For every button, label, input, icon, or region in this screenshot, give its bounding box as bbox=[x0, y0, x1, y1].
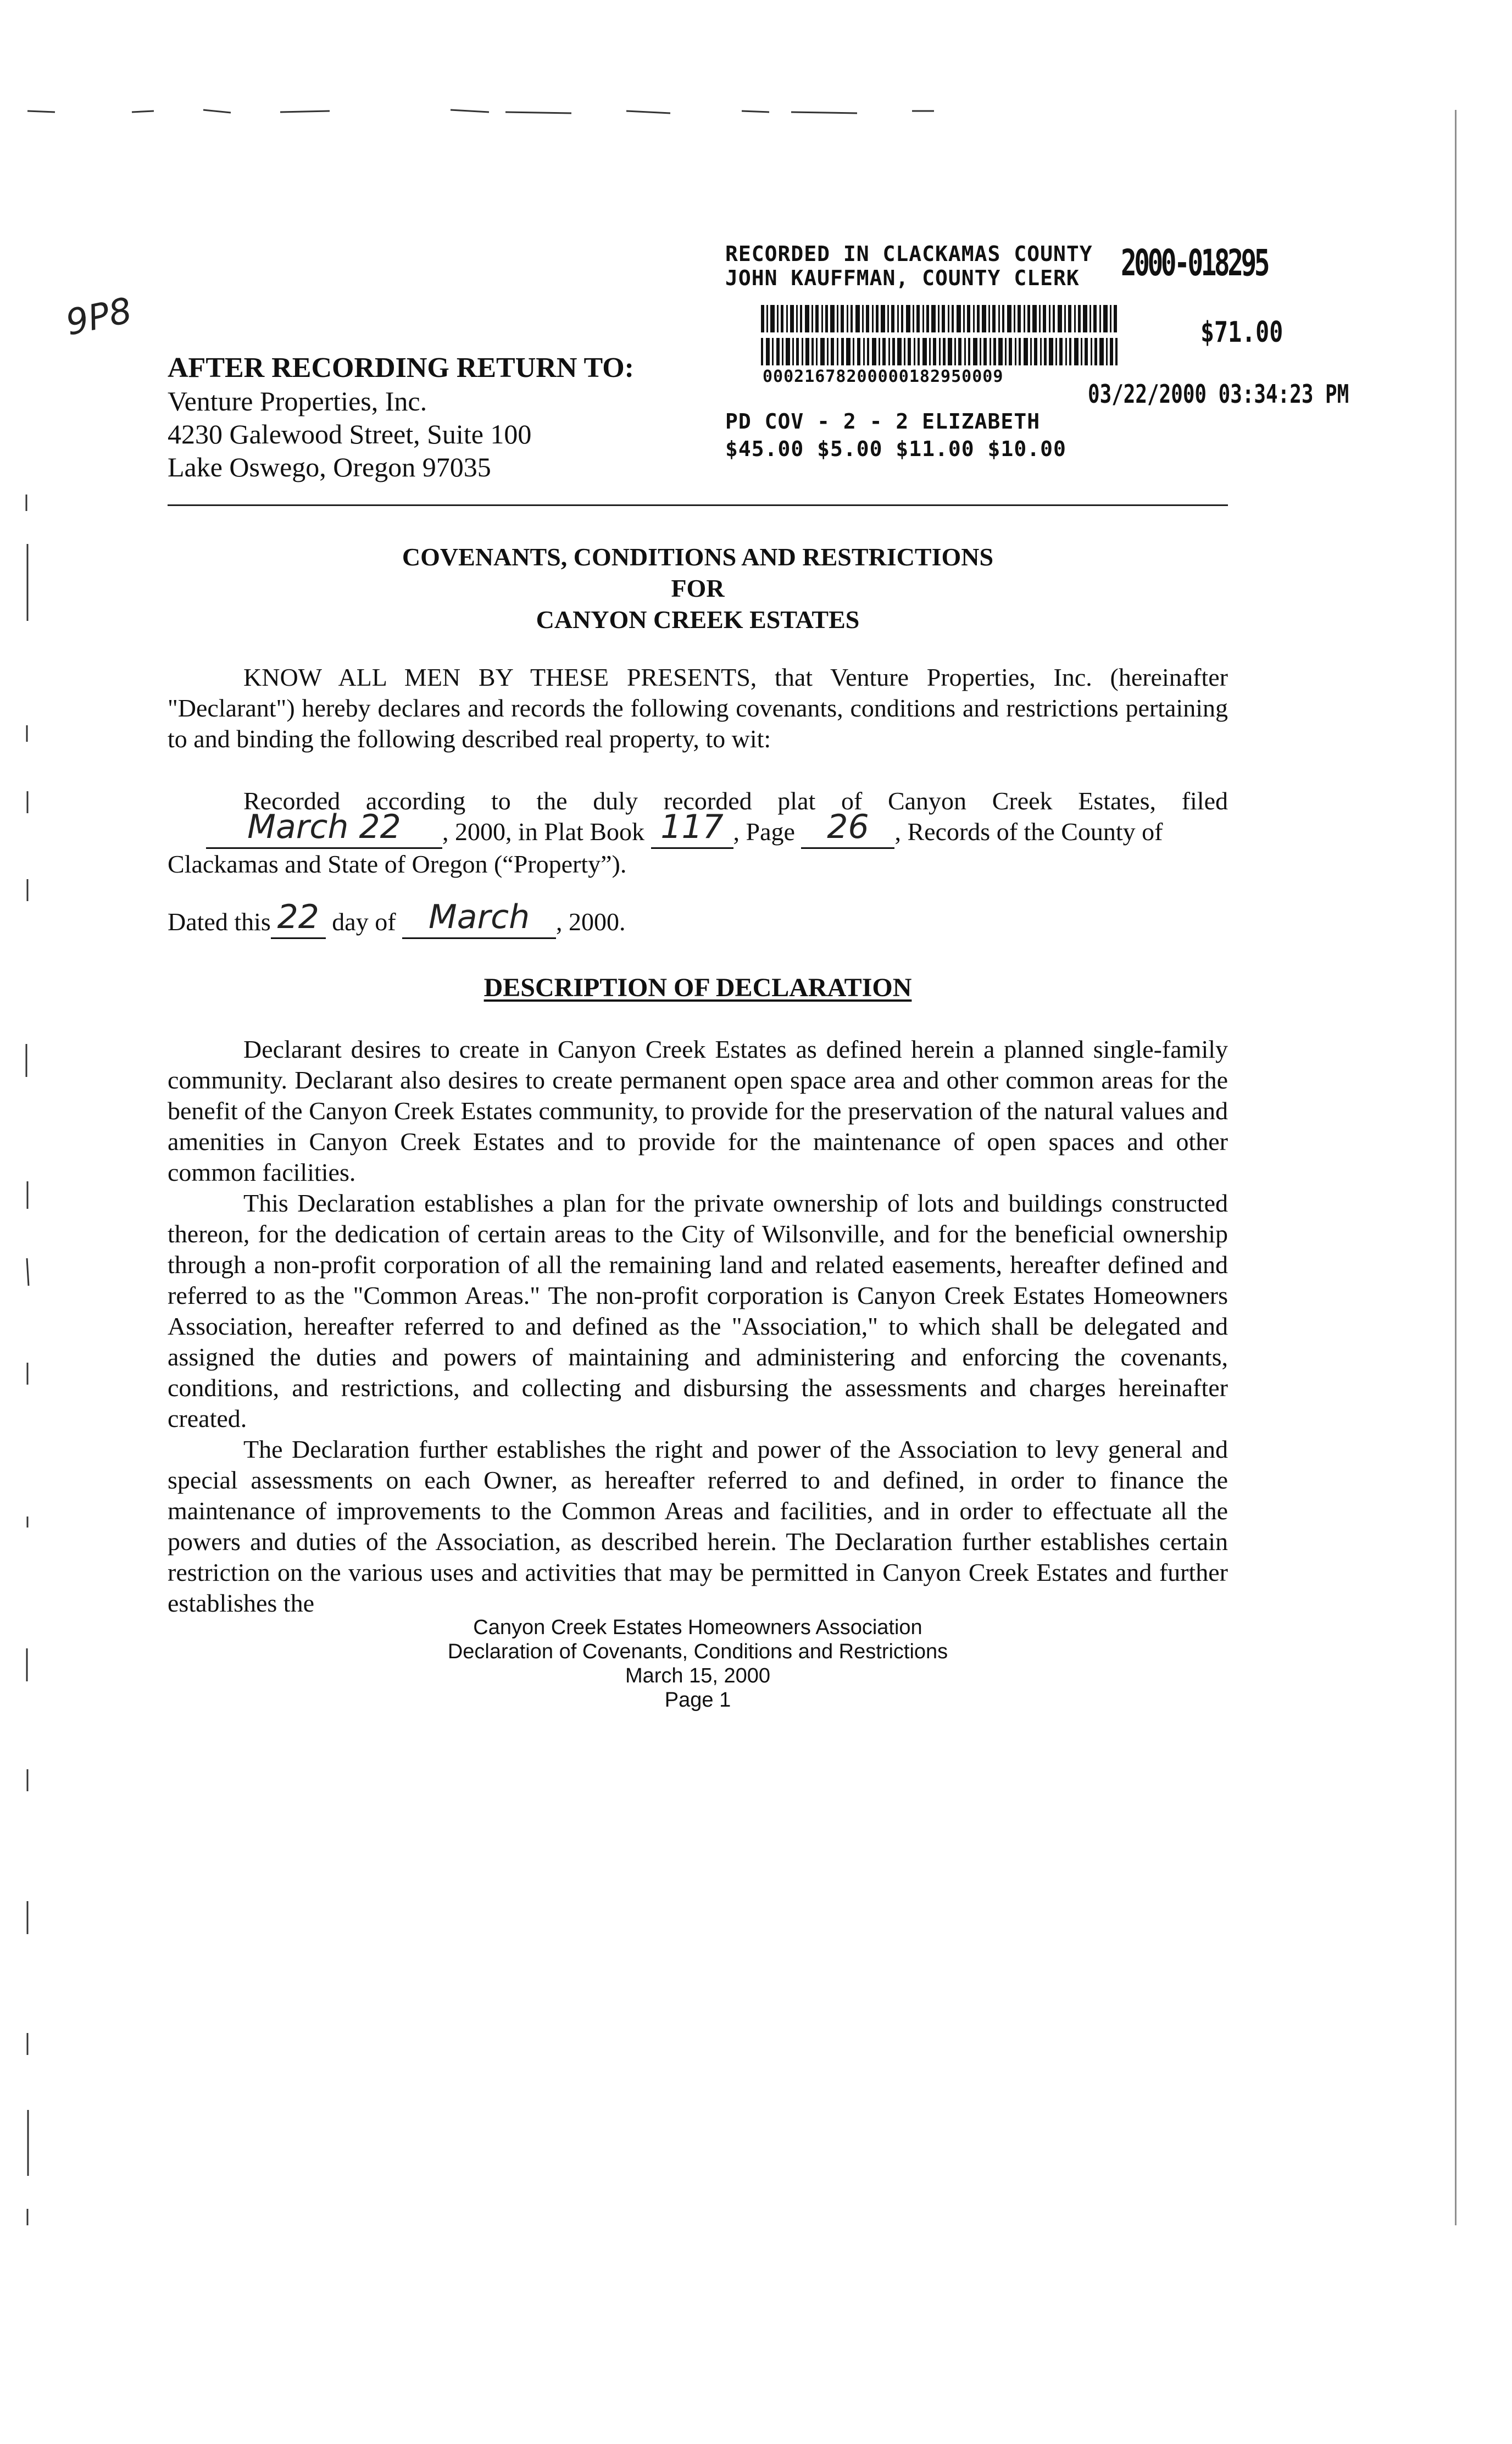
dated-suffix: , 2000. bbox=[556, 908, 626, 936]
return-address bbox=[168, 352, 634, 484]
return-address-heading: AFTER RECORDING RETURN TO: bbox=[168, 352, 634, 384]
recorded-clause bbox=[168, 786, 1228, 880]
month-field bbox=[402, 898, 556, 939]
barcode-graphic bbox=[761, 305, 1118, 368]
recorded-clause-line3: Clackamas and State of Oregon (“Property”). bbox=[168, 850, 627, 878]
scan-edge-right bbox=[1455, 110, 1457, 2225]
day-field bbox=[271, 898, 326, 939]
text-after-page: , Records of the County of bbox=[894, 818, 1163, 846]
footer-page-number: Page 1 bbox=[664, 1688, 731, 1712]
footer-line2: Declaration of Covenants, Conditions and Restrictions bbox=[447, 1640, 948, 1663]
scan-noise-left-margin bbox=[22, 495, 44, 2253]
description-paragraph: This Declaration establishes a plan for the private ownership of lots and buildings constructed thereon, for the dedication of certain areas to the City of Wilsonville, and for the beneficial ownership through a non-profit corporation of all the remaining land and related easements, hereafter defined and referred to as the "Common Areas." The non-profit corporation is Canyon Creek Estates Homeowners Association, hereafter referred to and defined as the "Association," to which shall be delegated and assigned the duties and powers of maintaining and administering and enforcing the covenants, conditions, and restrictions, and collecting and disbursing the assessments and charges hereinafter created. bbox=[168, 1189, 1228, 1432]
stamp-codes: PD COV - 2 - 2 ELIZABETH bbox=[725, 409, 1041, 434]
plat-book-handwritten: 117 bbox=[660, 808, 724, 846]
stamp-fees: $45.00 $5.00 $11.00 $10.00 bbox=[725, 437, 1066, 461]
return-address-line2: 4230 Galewood Street, Suite 100 bbox=[168, 419, 532, 449]
recording-stamp bbox=[725, 242, 1093, 290]
intro-paragraph-text: KNOW ALL MEN BY THESE PRESENTS, that Venture Properties, Inc. (hereinafter "Declarant") hereby declares and records the following covenants, conditions and restrictions pertaining to and binding the following described real property, to wit: bbox=[168, 663, 1228, 753]
plat-book-field bbox=[651, 808, 733, 849]
title-line2: FOR bbox=[671, 574, 725, 602]
section-heading: DESCRIPTION OF DECLARATION bbox=[483, 973, 912, 1002]
document-title bbox=[168, 541, 1228, 635]
filed-date-handwritten: March 22 bbox=[247, 808, 401, 846]
recorded-datetime: 03/22/2000 03:34:23 PM bbox=[1088, 379, 1349, 409]
return-address-line1: Venture Properties, Inc. bbox=[168, 386, 427, 416]
header-divider bbox=[168, 504, 1228, 506]
stamp-county: RECORDED IN CLACKAMAS COUNTY bbox=[725, 242, 1093, 266]
month-handwritten: March bbox=[428, 898, 530, 936]
recorded-clause-line2 bbox=[168, 808, 1228, 849]
page-handwritten: 26 bbox=[827, 808, 869, 846]
return-address-line3: Lake Oswego, Oregon 97035 bbox=[168, 452, 491, 482]
description-paragraph: Declarant desires to create in Canyon Creek Estates as defined herein a planned single-family community. Declarant also desires to create permanent open space area and other common areas for the benefit of the Canyon Creek Estates community, to provide for the preservation of the natural values and amenities in Canyon Creek Estates and to provide for the maintenance of open spaces and other common facilities. bbox=[168, 1035, 1228, 1186]
recorded-clause-line1: Recorded according to the duly recorded plat of Canyon Creek Estates, filed bbox=[243, 787, 1228, 815]
dated-middle: day of bbox=[332, 908, 396, 936]
title-line1: COVENANTS, CONDITIONS AND RESTRICTIONS bbox=[402, 543, 994, 571]
day-handwritten: 22 bbox=[277, 898, 319, 936]
document-number: 2000-018295 bbox=[1121, 242, 1268, 284]
description-paragraph: The Declaration further establishes the right and power of the Association to levy general and special assessments on each Owner, as hereafter referred to and defined, in order to finance the maintenance of improvements to the Common Areas and facilities, and in order to effectuate all the powers and duties of the Association, as described herein. The Declaration further establishes certain restriction on the various uses and activities that may be permitted in Canyon Creek Estates and further establishes the bbox=[168, 1435, 1228, 1617]
fee-total: $71.00 bbox=[1200, 316, 1283, 349]
footer-line1: Canyon Creek Estates Homeowners Association bbox=[473, 1616, 922, 1639]
stamp-clerk: JOHN KAUFFMAN, COUNTY CLERK bbox=[725, 266, 1080, 290]
handwritten-margin-note: 9P8 bbox=[62, 290, 136, 344]
filed-date-field bbox=[206, 808, 442, 849]
barcode-number: 00021678200000182950009 bbox=[763, 367, 1004, 386]
dated-clause bbox=[168, 898, 1228, 939]
page-footer bbox=[168, 1615, 1228, 1712]
dated-prefix: Dated this bbox=[168, 908, 271, 936]
title-line3: CANYON CREEK ESTATES bbox=[536, 606, 860, 634]
scan-noise-top bbox=[22, 104, 1011, 121]
footer-line3: March 15, 2000 bbox=[625, 1664, 771, 1687]
page-field bbox=[801, 808, 894, 849]
text-page: , Page bbox=[733, 818, 795, 846]
description-body bbox=[168, 1034, 1228, 1619]
intro-paragraph bbox=[168, 662, 1228, 754]
text-after-date: , 2000, in Plat Book bbox=[442, 818, 645, 846]
